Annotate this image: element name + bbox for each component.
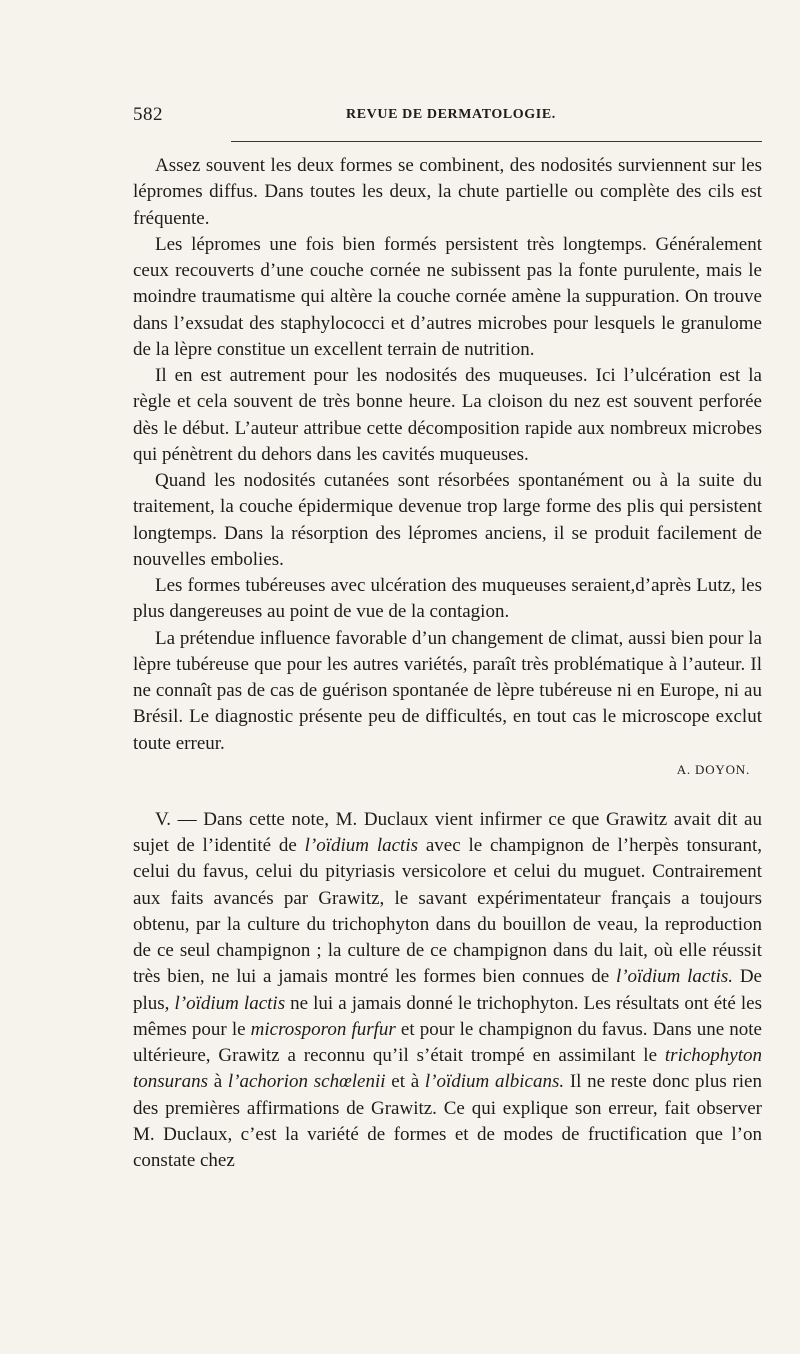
text-segment: et pour le champignon du favus. Dans une note ultérieure, Grawitz a reconnu qu’il s’était trompé en assimilant le [133, 1018, 762, 1066]
header-rule [231, 141, 762, 142]
text-segment: Il ne reste donc plus rien des premières affirmations de Grawitz. Ce qui explique son erreur, fait observer M. Duclaux, c’est la variété de formes et de modes de fructification que l’on constate chez [133, 1071, 762, 1171]
paragraph: La prétendue influence favorable d’un changement de climat, aussi bien pour la lèpre tubéreuse que pour les autres variétés, paraît très problématique à l’auteur. Il ne connaît pas de cas de guérison spontanée de lèpre tubéreuse ni en Europe, ni au Brésil. Le diagnostic présente peu de difficultés, en tout cas le microscope exclut toute erreur. [133, 627, 762, 754]
taxon-name: l’oïdium lactis [304, 835, 419, 856]
taxon-name: trichophyton tonsurans [133, 1045, 762, 1093]
text-segment: ne lui a jamais donné le trichophyton. Les résultats ont été les mêmes pour le [133, 992, 762, 1040]
paragraph: Les formes tubéreuses avec ulcération des muqueuses seraient,d’après Lutz, les plus dangereuses au point de vue de la contagion. [133, 575, 762, 623]
page-header [133, 104, 762, 134]
text-segment: avec le champignon de l’herpès tonsurant, celui du favus, celui du pityriasis versicolore et celui du muguet. Contrairement aux faits avancés par Grawitz, le savant expérimentateur français a toujours obtenu, par la culture du trichophyton dans du bouillon de veau, la reproduction de ce seul champignon ; la culture de ce champignon dans du lait, où elle réussit très bien, ne lui a jamais montré les formes bien connues de [133, 835, 762, 988]
paragraph: Il en est autrement pour les nodosités des muqueuses. Ici l’ulcération est la règle et cela souvent de très bonne heure. La cloison du nez est souvent perforée dès le début. L’auteur attribue cette décomposition rapide aux nombreux microbes qui pénètrent du dehors dans les cavités muqueuses. [133, 365, 762, 465]
taxon-name: l’oïdium lactis [174, 992, 286, 1014]
taxon-name: l’oïdium lactis. [615, 966, 734, 988]
section-v-paragraph [133, 807, 762, 1175]
text-segment: V. — Dans cette note, M. Duclaux vient infirmer ce que Grawitz avait dit au sujet de l’identité de [133, 808, 762, 856]
paragraph: Quand les nodosités cutanées sont résorbées spontanément ou à la suite du traitement, la couche épidermique devenue trop large forme des plis qui persistent longtemps. Dans la résorption des lépromes anciens, il se produit facilement de nouvelles embolies. [133, 470, 762, 570]
article-body [133, 153, 762, 1174]
text-segment: à [207, 1071, 228, 1093]
text-segment: De plus, [133, 966, 762, 1014]
taxon-name: l’achorion schœlenii [227, 1071, 386, 1093]
author-signature: A. DOYON. [676, 761, 750, 777]
taxon-name: microsporon furfur [250, 1018, 396, 1040]
running-title: REVUE DE DERMATOLOGIE. [346, 107, 556, 122]
taxon-name: l’oïdium albicans. [424, 1071, 565, 1093]
paragraph: Assez souvent les deux formes se combinent, des nodosités surviennent sur les lépromes diffus. Dans toutes les deux, la chute partielle ou complète des cils est fréquente. [133, 155, 762, 229]
page-number: 582 [133, 104, 163, 125]
paragraph: Les lépromes une fois bien formés persistent très longtemps. Généralement ceux recouverts d’une couche cornée ne subissent pas la fonte purulente, mais le moindre traumatisme qui altère la couche cornée amène la suppuration. On trouve dans l’exsudat des staphylococci et d’autres microbes pour lesquels le granulome de la lèpre constitue un excellent terrain de nutrition. [133, 233, 762, 360]
text-segment: et à [385, 1071, 425, 1093]
section-divider [133, 783, 762, 807]
